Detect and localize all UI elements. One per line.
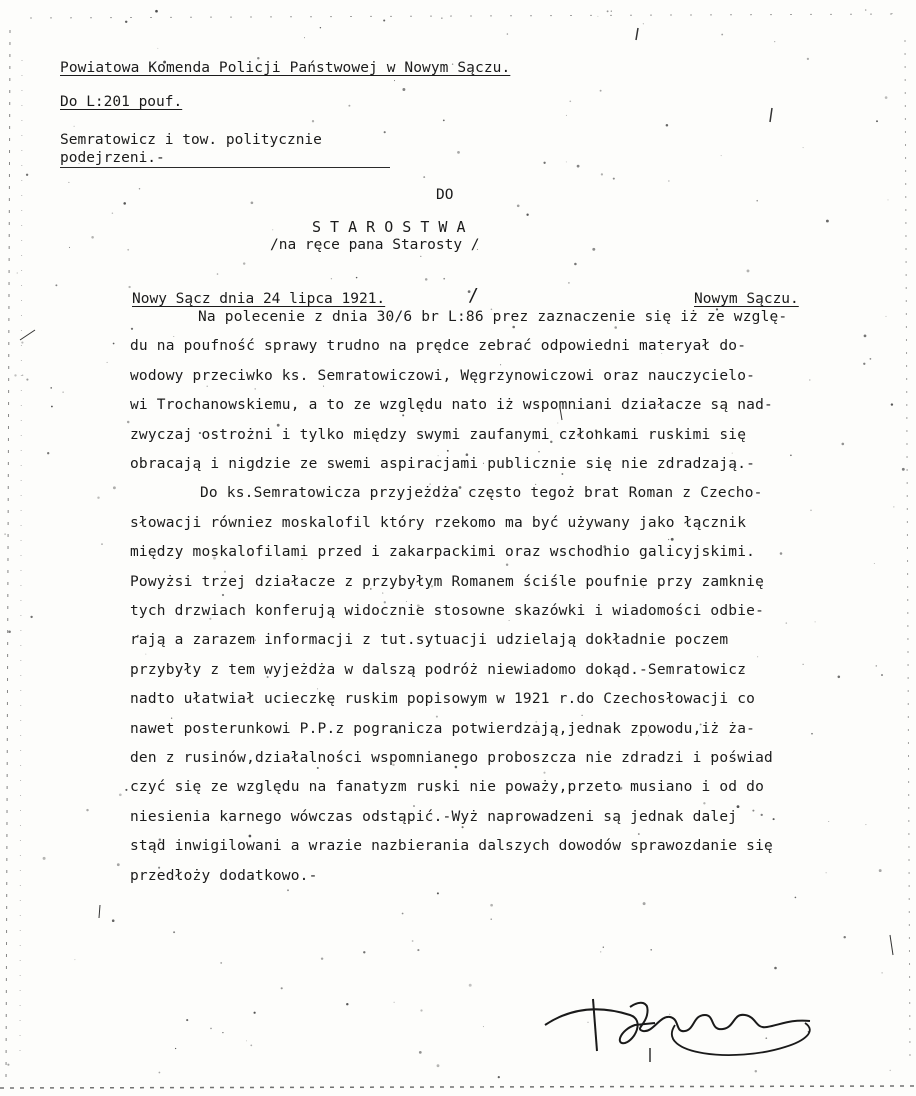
place-date: Nowy Sącz dnia 24 lipca 1921.: [132, 291, 386, 307]
addressee-attention: /na ręce pana Starosty /: [270, 237, 480, 253]
body-line: tych drzwiach konferują widocznie stosowne skazówki i wiadomości odbie-: [130, 603, 765, 619]
body-line: Powyżsi trzej działacze z przybyłym Romanem ściśle poufnie przy zamknię: [130, 573, 765, 590]
subject-line-1: Semratowicz i tow. politycznie: [60, 132, 322, 148]
addressee-office: S T A R O S T W A: [312, 218, 466, 236]
dateline-slash: /: [468, 285, 479, 306]
body-line: niesienia karnego wówczas odstąpić.-Wyż naprowadzeni są jednak dalej: [130, 808, 738, 825]
body-line: den z rusinów,działalności wspomnianego proboszcza nie zdradzi i poświad: [130, 750, 773, 766]
body-line: Na polecenie z dnia 30/6 br L:86 prez zaznaczenie się iż ze wzglę-: [198, 309, 788, 325]
body-line: zwyczaj ostrożni i tylko między swymi zaufanymi członkami ruskimi się: [130, 426, 747, 443]
body-line: Do ks.Semratowicza przyjeżdża często tegoż brat Roman z Czecho-: [200, 485, 763, 502]
body-line: du na poufność sprawy trudno na prędce zebrać odpowiedni materyał do-: [130, 338, 747, 355]
body-line: słowacji równiez moskalofil który rzekomo ma być używany jako łącznik: [130, 514, 747, 531]
signature: [535, 985, 825, 1065]
reference-number: Do L:201 pouf.: [60, 94, 183, 110]
body-line: czyć się ze względu na fanatyzm ruski nie poważy,przeto musiano i od do: [130, 779, 765, 796]
body-line: między moskalofilami przed i zakarpackimi oraz wschodnio galicyjskimi.: [130, 544, 756, 561]
body-line: rają a zarazem informacji z tut.sytuacji udzielają dokładnie poczem: [130, 632, 729, 649]
body-line: wi Trochanowskiemu, a to ze względu nato iż wspomniani działacze są nad-: [130, 397, 773, 414]
addressee-to: DO: [436, 187, 454, 203]
body-line: przedłoży dodatkowo.-: [130, 867, 318, 884]
body-line: wodowy przeciwko ks. Semratowiczowi, Węgrzynowiczowi oraz nauczycielo-: [130, 367, 756, 384]
issuing-authority: Powiatowa Komenda Policji Państwowej w Nowym Sączu.: [60, 60, 511, 76]
body-line: przybyły z tem wyjeżdża w dalszą podróż niewiadomo dokąd.-Semratowicz: [130, 661, 747, 678]
body-line: nadto ułatwiał ucieczkę ruskim popisowym w 1921 r.do Czechosłowacji co: [130, 691, 756, 708]
subject-line-2: podejrzeni.-: [60, 150, 165, 166]
body-line: obracają i nigdzie ze swemi aspiracjami publicznie się nie zdradzają.-: [130, 456, 756, 472]
subject-underline: [60, 167, 390, 168]
body-line: stąd inwigilowani a wrazie nazbierania dalszych dowodów sprawozdanie się: [130, 838, 773, 855]
dateline-destination: Nowym Sączu.: [694, 291, 799, 307]
body-line: nawet posterunkowi P.P.z pogranicza potwierdzają,jednak zpowodu,iż ża-: [130, 720, 756, 737]
